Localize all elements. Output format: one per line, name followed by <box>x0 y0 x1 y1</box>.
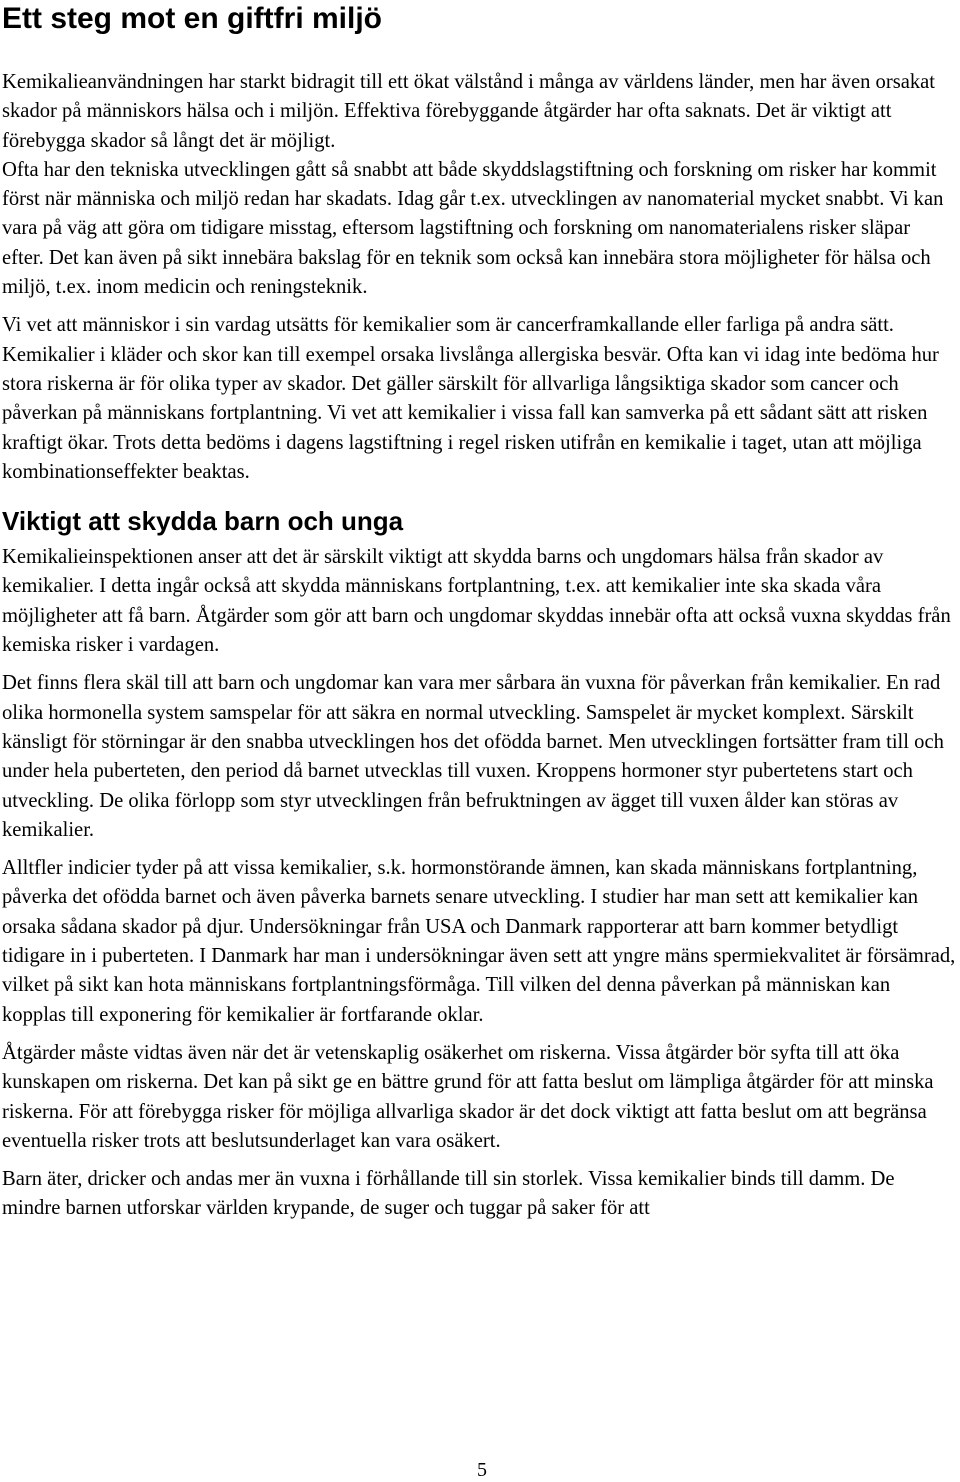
paragraph-children-protection: Kemikalieinspektionen anser att det är särskilt viktigt att skydda barns och ungdomars hälsa från skador av kemikalier. I detta ingår också att skydda människans fortplantning, t.ex. att kemikalier inte ska skada våra möjligheter att få barn. Åtgärder som gör att barn och ungdomar skyddas innebär ofta att också vuxna skyddas från kemiska risker i vardagen. <box>2 546 951 657</box>
paragraph-hormone-disruptors: Alltfler indicier tyder på att vissa kemikalier, s.k. hormonstörande ämnen, kan skada människans fortplantning, påverka det ofödda barnet och även påverka barnets senare utveckling. I studier har man sett att kemikalier kan orsaka sådana skador på djur. Undersökningar från USA och Danmark rapporterar att barn kommer betydligt tidigare in i puberteten. I Danmark har man i undersökningar även sett att yngre mäns spermiekvalitet är försämrad, vilket på sikt kan hota människans fortplantningsförmåga. Till vilken del denna påverkan på människan kan kopplas till exponering för kemikalier är fortfarande oklar. <box>2 857 956 1026</box>
paragraph-technology: Ofta har den tekniska utvecklingen gått så snabbt att både skyddslagstiftning och forskning om risker har kommit först när människa och miljö redan har skadats. Idag går t.ex. utvecklingen av nanomaterial mycket snabbt. Vi kan vara på väg att göra om tidigare misstag, eftersom lagstiftning och forskning om nanomaterialens risker släpar efter. Det kan även på sikt innebära bakslag för en teknik som också kan innebära stora möjligheter för hälsa och miljö, t.ex. inom medicin och reningsteknik. <box>2 158 944 299</box>
paragraph-exposure-children: Barn äter, dricker och andas mer än vuxna i förhållande till sin storlek. Vissa kemikalier binds till damm. De mindre barnen utforskar världen krypande, de suger och tuggar på saker för att <box>2 1168 895 1220</box>
page-number: 5 <box>477 1459 487 1481</box>
paragraph-exposure: Vi vet att människor i sin vardag utsätts för kemikalier som är cancerframkallande eller farliga på andra sätt. Kemikalier i kläder och skor kan till exempel orsaka livslånga allergiska besvär. Ofta kan vi idag inte bedöma hur stora riskerna är för olika typer av skador. Det gäller särskilt för allvarliga långsiktiga skador som cancer och påverkan på människans fortplantning. Vi vet att kemikalier i vissa fall kan samverka på ett sådant sätt att risken kraftigt ökar. Trots detta bedöms i dagens lagstiftning i regel risken utifrån en kemikalie i taget, utan att möjliga kombinationseffekter beaktas. <box>2 314 939 483</box>
paragraph-precaution: Åtgärder måste vidtas även när det är vetenskaplig osäkerhet om riskerna. Vissa åtgärder bör syfta till att öka kunskapen om riskerna. Det kan på sikt ge en bättre grund för att fatta beslut om lämpliga åtgärder för att minska riskerna. För att förebygga risker för möjliga allvarliga skador är det dock viktigt att fatta beslut om att begränsa eventuella risker trots att beslutsunderlaget kan vara osäkert. <box>2 1041 934 1152</box>
section-heading: Viktigt att skydda barn och unga <box>2 506 404 537</box>
paragraph-vulnerability: Det finns flera skäl till att barn och ungdomar kan vara mer sårbara än vuxna för påverkan från kemikalier. En rad olika hormonella system samspelar för att säkra en normal utveckling. Samspelet är mycket komplext. Särskilt känsligt för störningar är den snabba utvecklingen hos det ofödda barnet. Men utvecklingen fortsätter fram till och under hela puberteten, den period då barnet utvecklas till vuxen. Kroppens hormoner styr pubertetens start och utveckling. De olika förlopp som styr utvecklingen från befruktningen av ägget till vuxen ålder kan störas av kemikalier. <box>2 672 944 841</box>
paragraph-intro: Kemikalieanvändningen har starkt bidragit till ett ökat välstånd i många av världens länder, men har även orsakat skador på människors hälsa och i miljön. Effektiva förebyggande åtgärder har ofta saknats. Det är viktigt att förebygga skador så långt det är möjligt. <box>2 71 936 152</box>
main-heading: Ett steg mot en giftfri miljö <box>2 2 382 35</box>
